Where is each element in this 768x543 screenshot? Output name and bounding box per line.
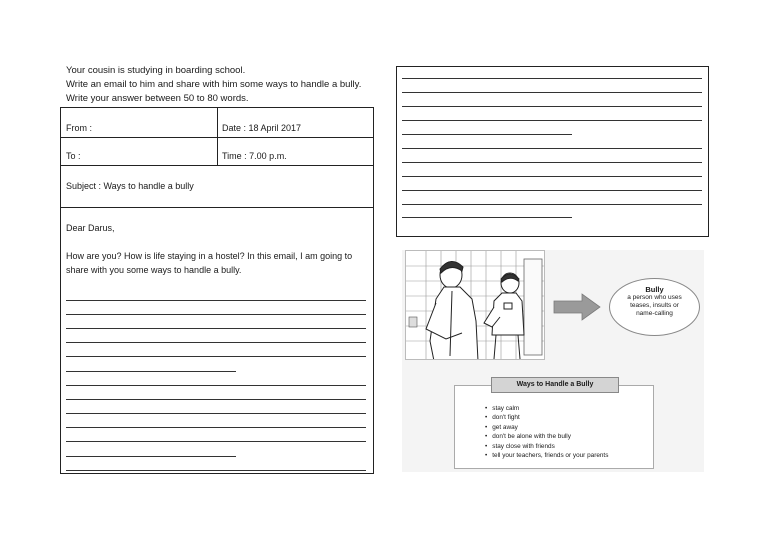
writing-line <box>402 92 702 93</box>
to-field-label: To : <box>66 151 81 161</box>
subject-field: Subject : Ways to handle a bully <box>66 181 194 191</box>
writing-line <box>66 328 366 329</box>
date-field: Date : 18 April 2017 <box>222 123 302 133</box>
writing-line <box>66 427 366 428</box>
list-item: • don't be alone with the bully <box>485 432 608 441</box>
continuation-box <box>396 66 709 237</box>
row-divider <box>61 165 373 166</box>
list-item: • tell your teachers, friends or your parents <box>485 451 608 460</box>
writing-line <box>402 190 702 191</box>
row-divider <box>61 207 373 208</box>
email-opening-line-2: share with you some ways to handle a bully. <box>66 265 242 275</box>
instruction-line-1: Your cousin is studying in boarding school. <box>66 65 246 76</box>
writing-line <box>66 456 236 457</box>
from-field-label: From : <box>66 123 92 133</box>
instruction-line-3: Write your answer between 50 to 80 words. <box>66 93 249 104</box>
ways-list <box>485 404 608 460</box>
writing-line <box>402 134 572 135</box>
writing-line <box>66 300 366 301</box>
writing-line <box>66 470 366 471</box>
writing-line <box>402 204 702 205</box>
bubble-definition-line: a person who uses <box>627 294 682 301</box>
writing-line <box>66 399 366 400</box>
column-divider <box>217 108 218 165</box>
list-item: • don't fight <box>485 413 608 422</box>
writing-line <box>66 413 366 414</box>
writing-line <box>402 120 702 121</box>
list-item: • stay close with friends <box>485 442 608 451</box>
bully-scene-image <box>405 250 545 360</box>
right-arrow-icon <box>552 292 602 322</box>
writing-line <box>66 314 366 315</box>
email-greeting: Dear Darus, <box>66 223 115 233</box>
writing-line <box>66 371 236 372</box>
writing-line <box>402 217 572 218</box>
email-opening-line-1: How are you? How is life staying in a hostel? In this email, I am going to <box>66 251 353 261</box>
writing-line <box>402 148 702 149</box>
bubble-title: Bully <box>645 285 664 294</box>
writing-line <box>402 176 702 177</box>
writing-line <box>402 106 702 107</box>
writing-line <box>66 356 366 357</box>
list-item: • get away <box>485 423 608 432</box>
ways-to-handle-box <box>454 381 654 469</box>
writing-line <box>66 385 366 386</box>
writing-line <box>66 342 366 343</box>
bubble-definition-line: name-calling <box>636 310 673 317</box>
stimulus-illustration <box>402 250 704 472</box>
writing-line <box>402 162 702 163</box>
writing-line <box>402 78 702 79</box>
bubble-definition-line: teases, insults or <box>630 302 679 309</box>
ways-title: Ways to Handle a Bully <box>491 377 619 393</box>
writing-line <box>66 441 366 442</box>
bully-definition-bubble <box>609 278 700 336</box>
instruction-line-2: Write an email to him and share with him some ways to handle a bully. <box>66 79 362 90</box>
time-field: Time : 7.00 p.m. <box>222 151 287 161</box>
list-item: • stay calm <box>485 404 608 413</box>
email-form <box>60 107 374 474</box>
